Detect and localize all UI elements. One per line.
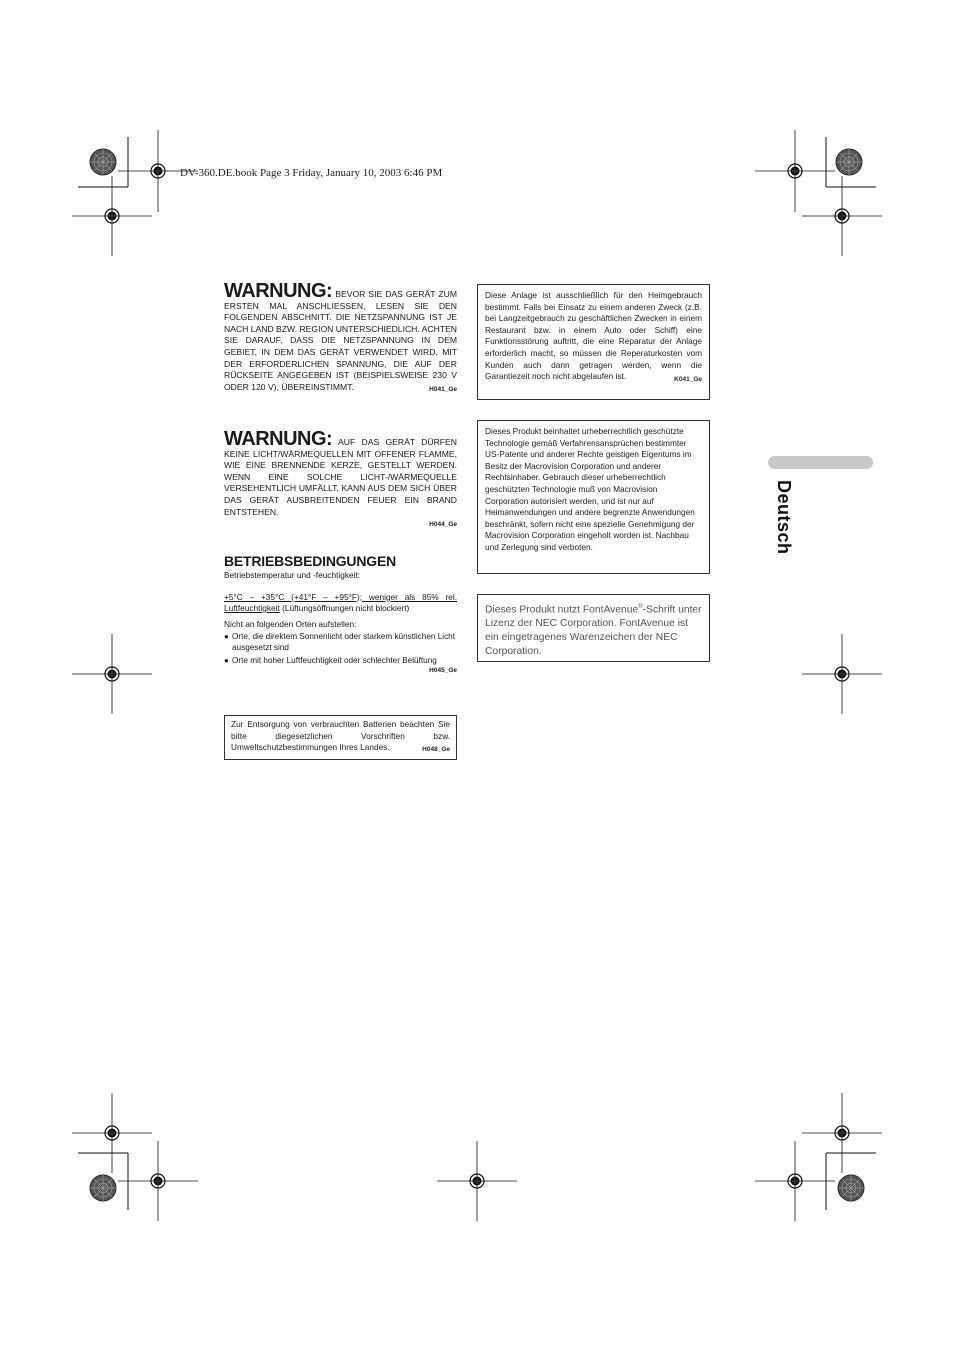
registration-starburst-icon <box>838 1175 864 1201</box>
doc-code: H048_Ge <box>422 746 450 754</box>
doc-code: H041_Ge <box>429 385 457 393</box>
list-item <box>224 655 457 666</box>
list-item-text: Orte mit hoher Luftfeuchtigkeit oder schlechter Belüftung <box>232 656 437 665</box>
warning-title: WARNUNG: <box>224 428 333 450</box>
temperature-humidity-range: +5°C – +35°C (+41°F – +95°F); weniger als 85% rel. Luftfeuchtigkeit <box>224 591 457 613</box>
home-use-box <box>477 284 710 400</box>
macrovision-box <box>477 420 710 574</box>
warning-text: AUF DAS GERÄT DÜRFEN KEINE LICHT/WÄRMEQUELLEN MIT OFFENER FLAMME, WIE EINE BRENNENDE KERZE, GESTELLT WERDEN. WENN EINE SOLCHE LICHT-/WÄRMEQUELLE VERSEHENTLICH UMFÄLLT, KANN AUS DEM SICH ÜBER DAS GERÄT AUSBREITENDEN FEUER EIN BRAND ENTSTEHEN. <box>224 437 457 517</box>
language-tab-label: Deutsch <box>774 480 794 555</box>
home-use-text: Diese Anlage ist ausschließlich für den Heimgebrauch bestimmt. Falls bei Einsatz zu einem anderen Zweck (z.B. bei Langzeitgebrauch zu geschäftlichen Zwecken in einem Restaurant bzw. in einem Auto oder Schiff) eine Funktionsstörung auftritt, die eine Reparatur der Anlage erforderlich macht, so müssen die Reperaturkosten vom Kunden auch dann getragen werden, wenn die Garantiezeit noch nicht abgelaufen ist. <box>485 290 702 382</box>
range-note: (Lüftungsöffnungen nicht blockiert) <box>282 603 410 613</box>
list-item-text: Orte, die direktem Sonnenlicht oder starkem künstlichen Licht ausgesetzt sind <box>232 632 455 652</box>
warning-mains-voltage <box>224 280 458 395</box>
section-title: BETRIEBSBEDINGUNGEN <box>224 553 396 569</box>
not-places-heading: Nicht an folgenden Orten aufstellen: <box>224 618 357 629</box>
operating-subtitle: Betriebstemperatur und -feuchtigkeit: <box>224 570 361 580</box>
doc-code: H044_Ge <box>429 521 457 529</box>
doc-code: H045_Ge <box>429 667 457 674</box>
warning-open-flame <box>224 428 457 531</box>
battery-disposal-box <box>224 715 457 760</box>
warning-title: WARNUNG: <box>224 280 333 302</box>
operating-range <box>224 592 457 615</box>
registration-starburst-icon <box>90 149 116 175</box>
bullet-icon: ● <box>224 656 229 665</box>
doc-code: K041_Ge <box>674 375 702 383</box>
list-item <box>224 631 457 653</box>
fontavenue-text-after: -Schrift unter Lizenz der NEC Corporation. FontAvenue ist ein eingetragenes Warenzeichen der NEC Corporation. <box>485 604 702 658</box>
registration-starburst-icon <box>90 1175 116 1201</box>
warning-text: BEVOR SIE DAS GERÄT ZUM ERSTEN MAL ANSCHLIESSEN, LESEN SIE DEN FOLGENDEN ABSCHNITT. DIE NETZSPANNUNG IST JE NACH LAND BZW. REGION UNTERSCHIEDLICH. ACHTEN SIE DARAUF, DASS DIE NETZSPANNUNG IN DEM GEBIET, IN DEM DAS GERÄT VERWENDET WIRD, MIT DER ERFORDERLICHEN SPANNUNG, DIE AUF DER RÜCKSEITE ANGEGEBEN IST (BEISPIELSWEISE 230 V ODER 120 V), ÜBEREINSTIMMT. <box>224 289 458 392</box>
battery-text: Zur Entsorgung von verbrauchten Batterien beachten Sie bitte diegesetzlichen Vorschriften bzw. Umweltschutzbestimmungen Ihres Landes. <box>231 719 450 753</box>
registration-starburst-icon <box>836 149 862 175</box>
fontavenue-text-before: Dieses Produkt nutzt FontAvenue <box>485 604 639 616</box>
language-tab-bar <box>768 456 873 469</box>
fontavenue-box <box>477 594 710 662</box>
bullet-icon: ● <box>224 632 229 641</box>
operating-conditions-section <box>224 553 457 674</box>
macrovision-text: Dieses Produkt beinhaltet urheberrechtlich geschützte Technologie gemäß Verfahrensansprüchen bestimmter US-Patente und anderer Rechte geistigen Eigentums im Besitz der Macrovision Corporation und anderer Rechtsinhaber. Gebrauch dieser urheberrechtlich geschützten Technologie muß von Macrovision Corporation autorisiert werden, und ist nur auf Heimanwendungen und andere begrenzte Anwendungen beschränkt, sofern nicht eine spezielle Genehmigung der Macrovision Corporation eingeholt worden ist. Nachbau und Zerlegung sind verboten. <box>485 426 695 552</box>
registered-mark: ® <box>638 604 643 610</box>
book-file-header: DV-360.DE.book Page 3 Friday, January 10, 2003 6:46 PM <box>180 167 443 179</box>
